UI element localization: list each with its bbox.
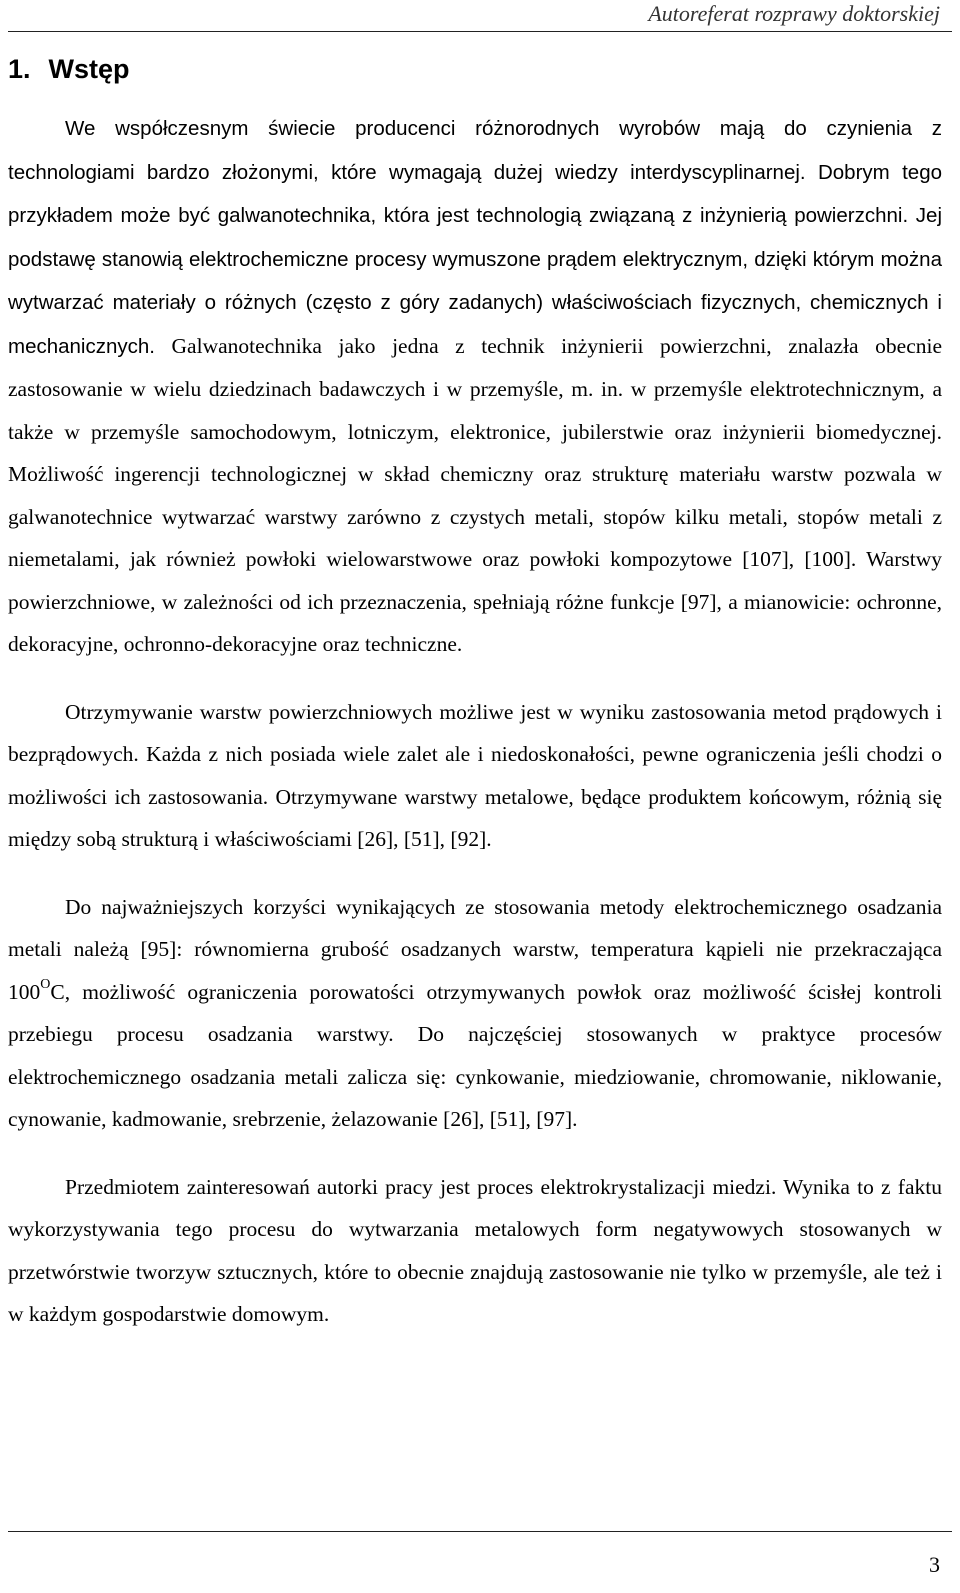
paragraph-1-sans-a: We współczesnym świecie producenci różnorodnych wyrobów mają do czynienia z technologiami bardzo złożonymi, które wymagają dużej wiedzy interdyscyplinarnej. Dobrym tego przykładem może być galwanotechnika, która jest technologią związaną z inżynierią powierzchni. [8,117,942,227]
paragraph-2: Otrzymywanie warstw powierzchniowych możliwe jest w wyniku zastosowania metod prądowych i bezprądowych. Każda z nich posiada wiele zalet ale i niedoskonałości, pewne ograniczenia jeśli chodzi o możliwości ich zastosowania. Otrzymywane warstwy metalowe, będące produktem końcowym, różnią się między sobą strukturą i właściwościami [26], [51], [92]. [8,699,942,851]
body-text [8,107,942,1361]
running-header: Autoreferat rozprawy doktorskiej [648,1,940,26]
header-rule [8,31,952,32]
section-number: 1. [8,54,31,84]
paragraph-3-b: C, możliwość ograniczenia porowatości otrzymywanych powłok oraz możliwość ścisłej kontroli przebiegu procesu osadzania warstwy. Do najczęściej stosowanych w praktyce procesów elektrochemicznego osadzania metali zalicza się: cynkowanie, miedziowanie, chromowanie, niklowanie, cynowanie, kadmowanie, srebrzenie, żelazowanie [26], [51], [97]. [8,979,942,1131]
degree-superscript: O [40,977,51,993]
section-heading [8,52,130,86]
paragraph-3-a: Do najważniejszych korzyści wynikających ze stosowania metody elektrochemicznego osadzania metali należą [95]: równomierna grubość osadzanych warstw, temperatura kąpieli nie przekraczająca 100 [8,894,942,1004]
footer-rule [8,1531,952,1532]
paragraph-1 [8,107,942,666]
paragraph-1-serif: Galwanotechnika jako jedna z technik inżynierii powierzchni, znalazła obecnie zastosowanie w wielu dziedzinach badawczych i w przemyśle, m. in. w przemyśle elektrotechnicznym, a także w przemyśle samochodowym, lotniczym, elektronice, jubilerstwie oraz inżynierii biomedycznej. Możliwość ingerencji technologicznej w skład chemiczny oraz strukturę materiału warstw pozwala w galwanotechnice wytwarzać warstwy zarówno z czystych metali, stopów kilku metali, stopów metali z niemetalami, jak również powłoki wielowarstwowe oraz powłoki kompozytowe [107], [100]. Warstwy powierzchniowe, w zależności od ich przeznaczenia, spełniają różne funkcje [97], a mianowicie: ochronne, dekoracyjne, ochronno-dekoracyjne oraz techniczne. [8,333,942,656]
section-title: Wstęp [48,54,130,84]
paragraph-4: Przedmiotem zainteresowań autorki pracy jest proces elektrokrystalizacji miedzi. Wynika to z faktu wykorzystywania tego procesu do wytwarzania metalowych form negatywowych stosowanych w przetwórstwie tworzyw sztucznych, które to obecnie znajdują zastosowanie nie tylko w przemyśle, ale też i w każdym gospodarstwie domowym. [8,1174,942,1326]
paragraph-1-sans-b: Jej podstawę stanowią elektrochemiczne procesy wymuszone prądem elektrycznym, dzięki którym można wytwarzać materiały o różnych (często z góry zadanych) właściwościach fizycznych, chemicznych i mechanicznych. [8,204,942,358]
page-number: 3 [929,1552,940,1577]
paragraph-3 [8,886,942,1141]
